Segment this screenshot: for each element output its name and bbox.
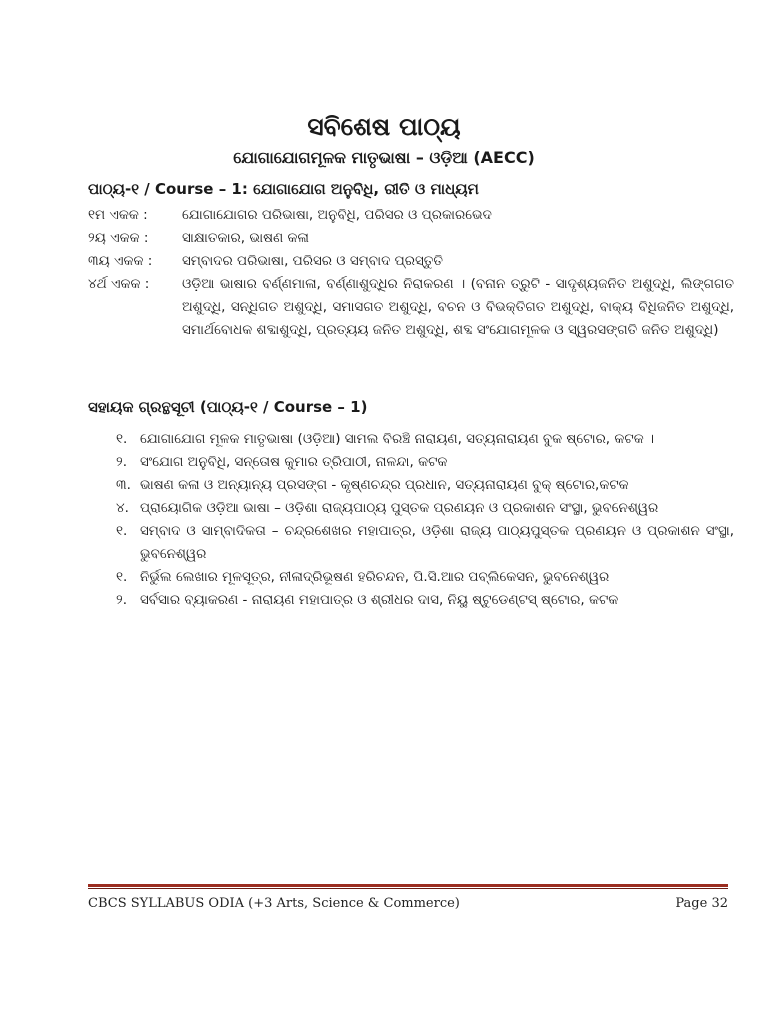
bibliography-text: ଯୋଗାଯୋଗ ମୂଳକ ମାତୃଭାଷା (ଓଡ଼ିଆ) ସାମଲ ବିରଞ୍ଚି ନାରାୟଣ, ସତ୍ୟନାରାୟଣ ବୁକ ଷ୍ଟୋର, କଟକ । [140,431,655,447]
unit-text: ଓଡ଼ିଆ ଭାଷାର ବର୍ଣ୍ଣମାଳା, ବର୍ଣ୍ଣାଶୁଦ୍ଧିର ନିରାକରଣ । (ବନାନ ତ୍ରୁଟି - ସାଦୃଶ୍ୟଜନିତ ଅଶୁଦ୍ଧି, ଲିଙ୍ଗଗତ ଅଶୁଦ୍ଧି, ସନ୍ଧିଗତ ଅଶୁଦ୍ଧି, ସମାସଗତ ଅଶୁଦ୍ଧି, ବଚନ ଓ ବିଭକ୍ତିଗତ ଅଶୁଦ୍ଧି, ବାକ୍ୟ ବିଧିଜନିତ ଅଶୁଦ୍ଧି, ସମାର୍ଥବୋଧକ ଶବ୍ଦାଶୁଦ୍ଧି, ପ୍ରତ୍ୟୟ ଜନିତ ଅଶୁଦ୍ଧି, ଶବ୍ଦ ସଂଯୋଗମୂଳକ ଓ ସ୍ୱରସଙ୍ଗତି ଜନିତ ଅଶୁଦ୍ଧି) [182,276,734,338]
bibliography-item [116,520,734,566]
bibliography-item [116,451,734,474]
bibliography-number: ୧. [116,431,128,447]
unit-text: ସମ୍ବାଦର ପରିଭାଷା, ପରିସର ଓ ସମ୍ବାଦ ପ୍ରସ୍ତୁତି [182,253,444,269]
page-footer [88,896,728,911]
page-number: Page 32 [675,896,728,911]
unit-text: ଯୋଗାଯୋଗର ପରିଭାଷା, ଅନୁବିଧି, ପରିସର ଓ ପ୍ରକାରଭେଦ [182,207,492,223]
bibliography-item [116,497,734,520]
bibliography-number: ୧. [116,569,128,585]
unit-label: ୩ୟ ଏକକ : [88,253,153,269]
bibliography-number: ୪. [116,500,129,516]
unit-list [88,204,734,342]
unit-row [88,250,734,273]
bibliography-number: ୨. [116,454,128,470]
course-heading: ପାଠ୍ୟ-୧ / Course – 1: ଯୋଗାଯୋଗ ଅନୁବିଧି, ରୀତି ଓ ମାଧ୍ୟମ [88,180,479,198]
unit-label: ୧ମ ଏକକ : [88,207,148,223]
footer-rule [88,884,728,887]
unit-text: ସାକ୍ଷାତକାର, ଭାଷଣ କଳା [182,230,309,246]
bibliography-number: ୩. [116,477,131,493]
unit-label: ୨ୟ ଏକକ : [88,230,149,246]
bibliography-item [116,589,734,612]
bibliography-heading: ସହାୟକ ଗ୍ରନ୍ଥସୂଚୀ (ପାଠ୍ୟ-୧ / Course – 1) [88,398,368,416]
bibliography-item [116,474,734,497]
bibliography-text: ପ୍ରାୟୋଗିକ ଓଡ଼ିଆ ଭାଷା – ଓଡ଼ିଶା ରାଜ୍ୟପାଠ୍ୟ ପୁସ୍ତକ ପ୍ରଣୟନ ଓ ପ୍ରକାଶନ ସଂସ୍ଥା, ଭୁବନେଶ୍ୱର [140,500,659,516]
unit-label: ୪ର୍ଥ ଏକକ : [88,276,150,292]
bibliography-text: ସର୍ବସାର ବ୍ୟାକରଣ - ନାରାୟଣ ମହାପାତ୍ର ଓ ଶ୍ରୀଧର ଦାସ, ନିୟୁ ଷ୍ଟୁଡେଣ୍ଟସ୍ ଷ୍ଟୋର, କଟକ [140,592,619,608]
bibliography-text: ସଂଯୋଗ ଅନୁବିଧି, ସନ୍ତୋଷ କୁମାର ତ୍ରିପାଠୀ, ନାଳନ୍ଦା, କଟକ [140,454,448,470]
unit-row [88,227,734,250]
page-title: ସବିଶେଷ ପାଠ୍ୟ [307,112,461,141]
bibliography-item [116,566,734,589]
bibliography-number: ୧. [116,523,128,539]
bibliography-list [116,428,734,612]
bibliography-text: ଭାଷଣ କଳା ଓ ଅନ୍ୟାନ୍ୟ ପ୍ରସଙ୍ଗ - କୃଷ୍ଣଚନ୍ଦ୍ର ପ୍ରଧାନ, ସତ୍ୟନାରାୟଣ ବୁକ୍ ଷ୍ଟୋର,କଟକ [140,477,629,493]
unit-row [88,204,734,227]
footer-title: CBCS SYLLABUS ODIA (+3 Arts, Science & Commerce) [88,896,460,911]
bibliography-text: ନିର୍ଭୁଲ ଲେଖାର ମୂଳସୂତ୍ର, ନୀଳାଦ୍ରିଭୂଷଣ ହରିଚନ୍ଦନ, ପି.ସି.ଆର ପବ୍ଲିକେସନ, ଭୁବନେଶ୍ୱର [140,569,610,585]
page-subtitle: ଯୋଗାଯୋଗମୂଳକ ମାତୃଭାଷା – ଓଡ଼ିଆ (AECC) [233,148,535,167]
footer-rule-thin [88,888,728,889]
bibliography-text: ସମ୍ବାଦ ଓ ସାମ୍ବାଦିକତା – ଚନ୍ଦ୍ରଶେଖର ମହାପାତ୍ର, ଓଡ଼ିଶା ରାଜ୍ୟ ପାଠ୍ୟପୁସ୍ତକ ପ୍ରଣୟନ ଓ ପ୍ରକାଶନ ସଂସ୍ଥା, ଭୁବନେଶ୍ୱର [140,523,734,562]
bibliography-item [116,428,734,451]
unit-row [88,273,734,342]
bibliography-number: ୨. [116,592,128,608]
